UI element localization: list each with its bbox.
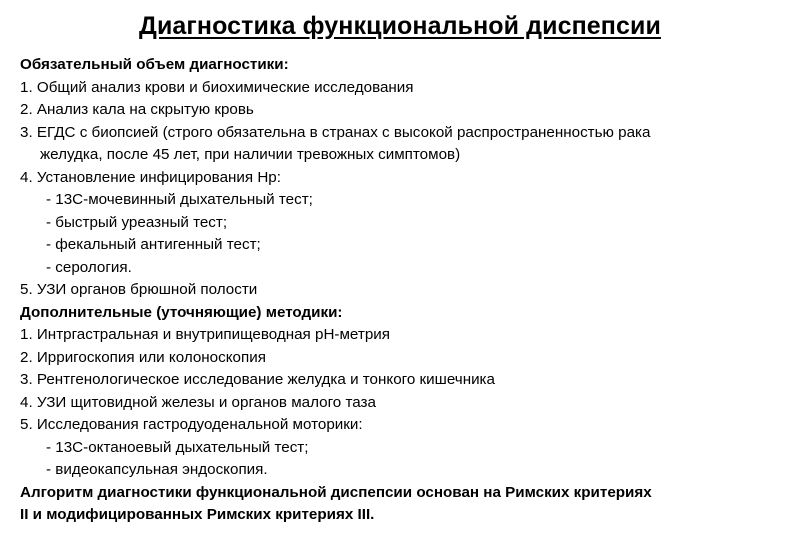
sub-list-item: - 13С-мочевинный дыхательный тест; <box>46 191 313 208</box>
section-heading-mandatory: Обязательный объем диагностики: <box>20 56 289 73</box>
sub-list-item: - фекальный антигенный тест; <box>46 236 261 253</box>
list-item: 3. Рентгенологическое исследование желудка и тонкого кишечника <box>20 371 495 388</box>
list-item-continuation: желудка, после 45 лет, при наличии тревожных симптомов) <box>40 146 461 163</box>
slide-body <box>20 54 795 527</box>
conclusion-line: II и модифицированных Римских критериях III. <box>20 506 375 523</box>
sub-list-item: - видеокапсульная эндоскопия. <box>46 461 268 478</box>
list-item: 3. ЕГДС с биопсией (строго обязательна в странах с высокой распространенностью рака <box>20 123 651 141</box>
list-item: 5. Исследования гастродуоденальной моторики: <box>20 416 363 433</box>
list-item: 1. Интргастральная и внутрипищеводная рН-метрия <box>20 326 390 343</box>
conclusion-line: Алгоритм диагностики функциональной диспепсии основан на Римских критериях <box>20 483 652 501</box>
list-item: 1. Общий анализ крови и биохимические исследования <box>20 78 414 96</box>
slide-title: Диагностика функциональной диспепсии <box>139 12 661 40</box>
section-heading-additional: Дополнительные (уточняющие) методики: <box>20 303 343 321</box>
list-item: 5. УЗИ органов брюшной полости <box>20 281 258 298</box>
list-item: 2. Анализ кала на скрытую кровь <box>20 101 254 118</box>
sub-list-item: - серология. <box>46 258 132 276</box>
list-item: 2. Ирригоскопия или колоноскопия <box>20 348 266 366</box>
list-item: 4. Установление инфицирования Нр: <box>20 168 281 186</box>
sub-list-item: - 13С-октаноевый дыхательный тест; <box>46 438 309 456</box>
list-item: 4. УЗИ щитовидной железы и органов малого таза <box>20 393 376 411</box>
sub-list-item: - быстрый уреазный тест; <box>46 213 228 231</box>
